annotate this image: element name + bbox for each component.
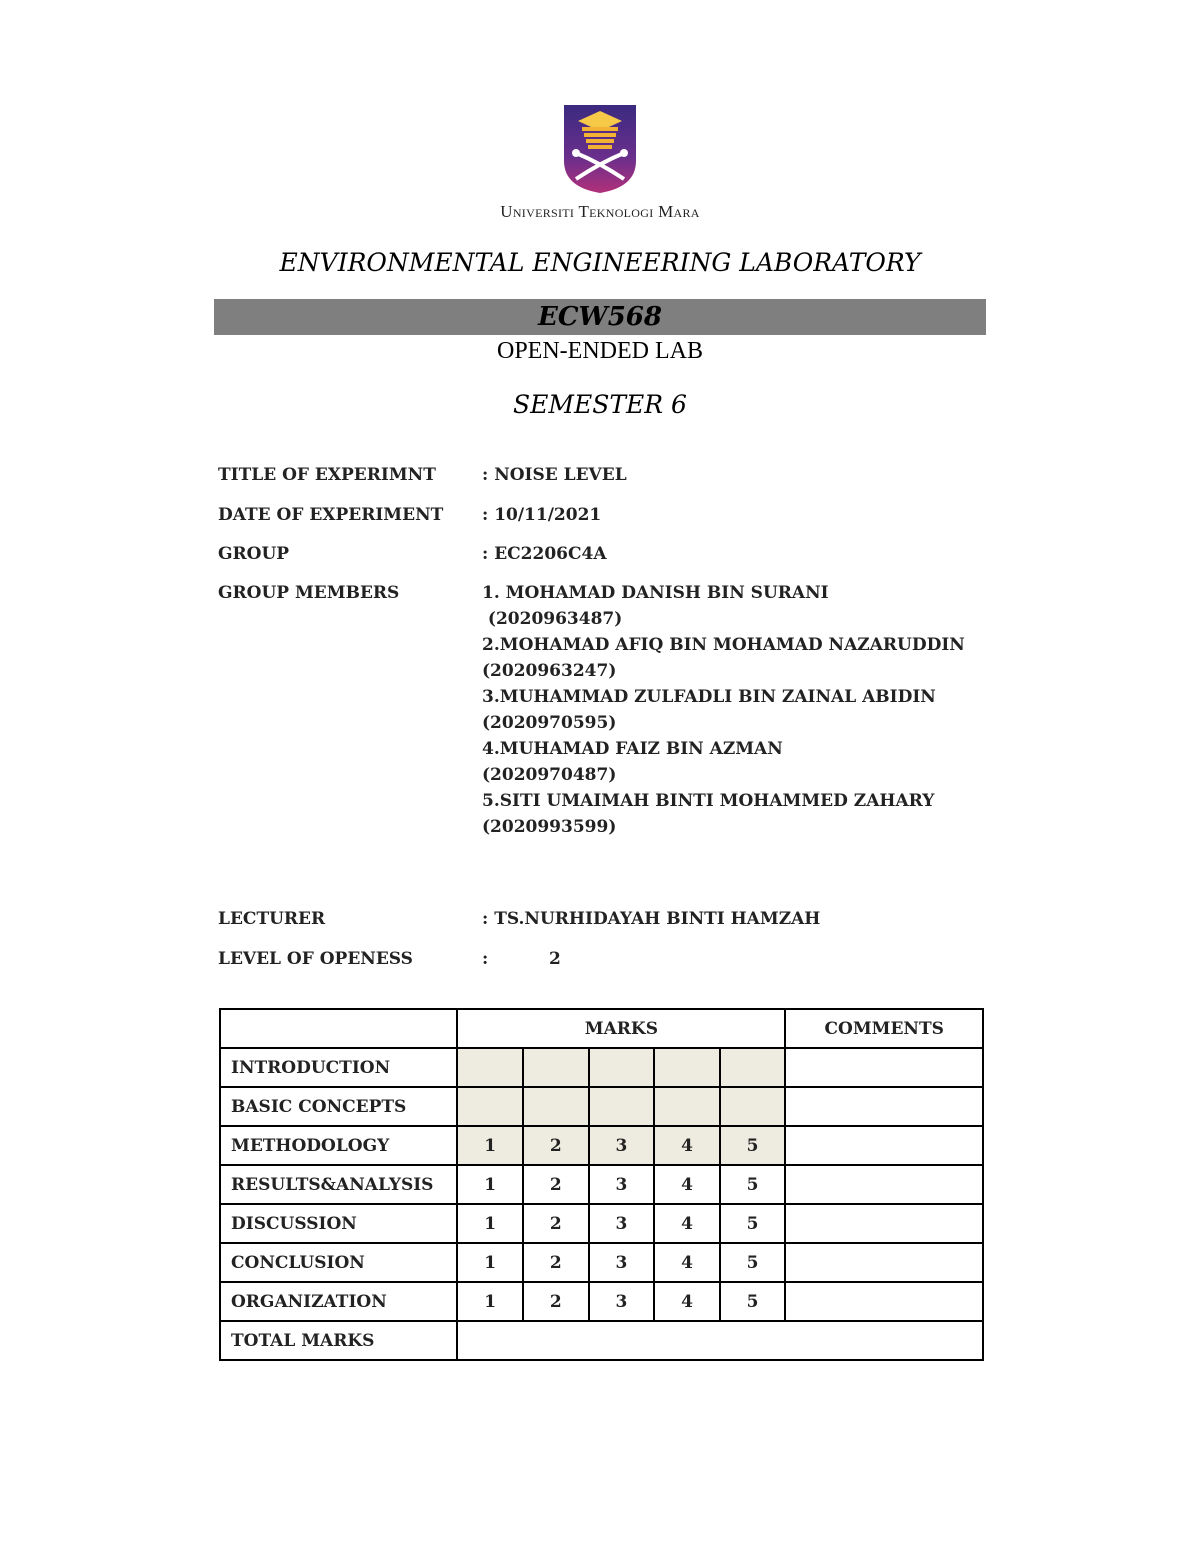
title-label: TITLE OF EXPERIMNT [218, 465, 436, 485]
table-row [220, 1282, 983, 1321]
member-line: 5.SITI UMAIMAH BINTI MOHAMMED ZAHARY [482, 791, 935, 811]
criterion-label: BASIC CONCEPTS [220, 1087, 457, 1126]
course-code-bar [214, 299, 986, 335]
score-cell: 1 [457, 1204, 523, 1243]
member-line: 1. MOHAMAD DANISH BIN SURANI [482, 583, 829, 603]
criterion-label: ORGANIZATION [220, 1282, 457, 1321]
score-cell [589, 1048, 655, 1087]
score-cell: 1 [457, 1282, 523, 1321]
date-label: DATE OF EXPERIMENT [218, 505, 444, 525]
score-cell: 4 [654, 1282, 720, 1321]
openness-colon: : [482, 949, 489, 969]
score-cell [654, 1048, 720, 1087]
score-cell: 1 [457, 1165, 523, 1204]
group-value: : EC2206C4A [482, 544, 607, 564]
score-cell: 2 [523, 1126, 589, 1165]
score-cell [589, 1087, 655, 1126]
score-cell: 2 [523, 1165, 589, 1204]
comment-cell [785, 1204, 983, 1243]
table-row [220, 1087, 983, 1126]
date-value: : 10/11/2021 [482, 505, 602, 525]
score-cell: 2 [523, 1282, 589, 1321]
total-value-cell [457, 1321, 983, 1360]
score-cell: 1 [457, 1126, 523, 1165]
marks-table [219, 1008, 984, 1361]
header-blank-cell [220, 1009, 457, 1048]
table-row [220, 1165, 983, 1204]
table-header-row [220, 1009, 983, 1048]
total-label: TOTAL MARKS [220, 1321, 457, 1360]
score-cell: 3 [589, 1204, 655, 1243]
score-cell: 4 [654, 1243, 720, 1282]
member-line: 3.MUHAMMAD ZULFADLI BIN ZAINAL ABIDIN [482, 687, 936, 707]
comment-cell [785, 1282, 983, 1321]
semester: SEMESTER 6 [513, 390, 687, 419]
score-cell [654, 1087, 720, 1126]
course-code: ECW568 [538, 302, 662, 332]
score-cell: 1 [457, 1243, 523, 1282]
criterion-label: INTRODUCTION [220, 1048, 457, 1087]
group-label: GROUP [218, 544, 290, 564]
table-row [220, 1048, 983, 1087]
members-list [482, 580, 965, 840]
score-cell: 5 [720, 1243, 786, 1282]
openness-value: 2 [549, 949, 561, 969]
openness-label: LEVEL OF OPENESS [218, 949, 413, 969]
member-line: (2020993599) [482, 817, 617, 837]
score-cell [457, 1087, 523, 1126]
members-label: GROUP MEMBERS [218, 583, 400, 603]
lecturer-label: LECTURER [218, 909, 326, 929]
table-row [220, 1243, 983, 1282]
lecturer-value: : TS.NURHIDAYAH BINTI HAMZAH [482, 909, 821, 929]
member-line: (2020963487) [482, 609, 623, 629]
member-line: (2020970595) [482, 713, 617, 733]
comment-cell [785, 1243, 983, 1282]
score-cell: 5 [720, 1204, 786, 1243]
score-cell: 3 [589, 1243, 655, 1282]
criterion-label: CONCLUSION [220, 1243, 457, 1282]
score-cell: 4 [654, 1126, 720, 1165]
total-row [220, 1321, 983, 1360]
score-cell: 3 [589, 1126, 655, 1165]
score-cell: 5 [720, 1126, 786, 1165]
table-row [220, 1126, 983, 1165]
comment-cell [785, 1087, 983, 1126]
comments-header: COMMENTS [785, 1009, 983, 1048]
score-cell: 4 [654, 1204, 720, 1243]
member-line: (2020970487) [482, 765, 617, 785]
score-cell: 2 [523, 1243, 589, 1282]
score-cell [523, 1087, 589, 1126]
score-cell [720, 1048, 786, 1087]
criterion-label: DISCUSSION [220, 1204, 457, 1243]
member-line: (2020963247) [482, 661, 617, 681]
score-cell: 4 [654, 1165, 720, 1204]
criterion-label: RESULTS&ANALYSIS [220, 1165, 457, 1204]
lab-title: ENVIRONMENTAL ENGINEERING LABORATORY [279, 248, 921, 277]
score-cell: 2 [523, 1204, 589, 1243]
table-row [220, 1204, 983, 1243]
marks-header: MARKS [457, 1009, 785, 1048]
score-cell [457, 1048, 523, 1087]
score-cell: 3 [589, 1165, 655, 1204]
score-cell [720, 1087, 786, 1126]
member-line: 2.MOHAMAD AFIQ BIN MOHAMAD NAZARUDDIN [482, 635, 965, 655]
score-cell [523, 1048, 589, 1087]
score-cell: 5 [720, 1282, 786, 1321]
score-cell: 5 [720, 1165, 786, 1204]
comment-cell [785, 1126, 983, 1165]
title-value: : NOISE LEVEL [482, 465, 627, 485]
lab-type: OPEN-ENDED LAB [497, 338, 703, 364]
comment-cell [785, 1048, 983, 1087]
score-cell: 3 [589, 1282, 655, 1321]
university-logo [562, 103, 638, 195]
university-name: Universiti Teknologi Mara [500, 202, 700, 221]
criterion-label: METHODOLOGY [220, 1126, 457, 1165]
member-line: 4.MUHAMAD FAIZ BIN AZMAN [482, 739, 783, 759]
comment-cell [785, 1165, 983, 1204]
